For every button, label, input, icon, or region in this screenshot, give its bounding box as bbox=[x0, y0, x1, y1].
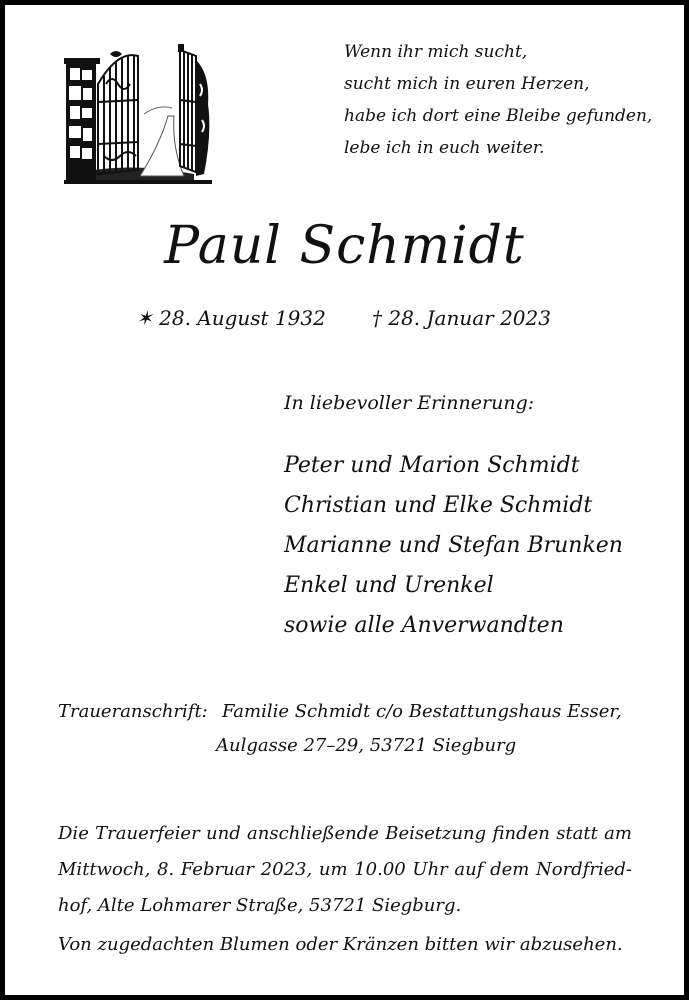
address-line-1: Familie Schmidt c/o Bestattungshaus Esser, bbox=[222, 701, 622, 722]
service-details bbox=[58, 816, 632, 924]
birth-date: ✶ 28. August 1932 bbox=[136, 306, 326, 330]
family-member: Marianne und Stefan Brunken bbox=[284, 533, 623, 558]
family-member: sowie alle Anverwandten bbox=[284, 613, 564, 638]
deceased-name: Paul Schmidt bbox=[164, 216, 525, 276]
death-date: † 28. Januar 2023 bbox=[372, 306, 551, 330]
poem-line: habe ich dort eine Bleibe gefunden, bbox=[344, 106, 653, 126]
family-member: Peter und Marion Schmidt bbox=[284, 453, 580, 478]
memory-heading: In liebevoller Erinnerung: bbox=[284, 392, 535, 414]
address-label: Traueranschrift: bbox=[58, 701, 208, 722]
service-line: hof, Alte Lohmarer Straße, 53721 Siegburg. bbox=[58, 895, 462, 916]
poem-line: Wenn ihr mich sucht, bbox=[344, 42, 528, 62]
family-list bbox=[284, 446, 623, 646]
service-line: Mittwoch, 8. Februar 2023, um 10.00 Uhr auf dem Nordfried- bbox=[58, 859, 632, 880]
open-gate-icon bbox=[64, 44, 212, 184]
poem-line: sucht mich in euren Herzen, bbox=[344, 74, 590, 94]
flowers-note: Von zugedachten Blumen oder Kränzen bitten wir abzusehen. bbox=[58, 934, 623, 955]
service-line: Die Trauerfeier und anschließende Beisetzung finden statt am bbox=[58, 823, 632, 844]
family-member: Enkel und Urenkel bbox=[284, 573, 494, 598]
address-line-2: Aulgasse 27–29, 53721 Siegburg bbox=[216, 735, 517, 756]
poem-line: lebe ich in euch weiter. bbox=[344, 138, 545, 158]
memorial-poem bbox=[344, 36, 664, 164]
family-member: Christian und Elke Schmidt bbox=[284, 493, 593, 518]
